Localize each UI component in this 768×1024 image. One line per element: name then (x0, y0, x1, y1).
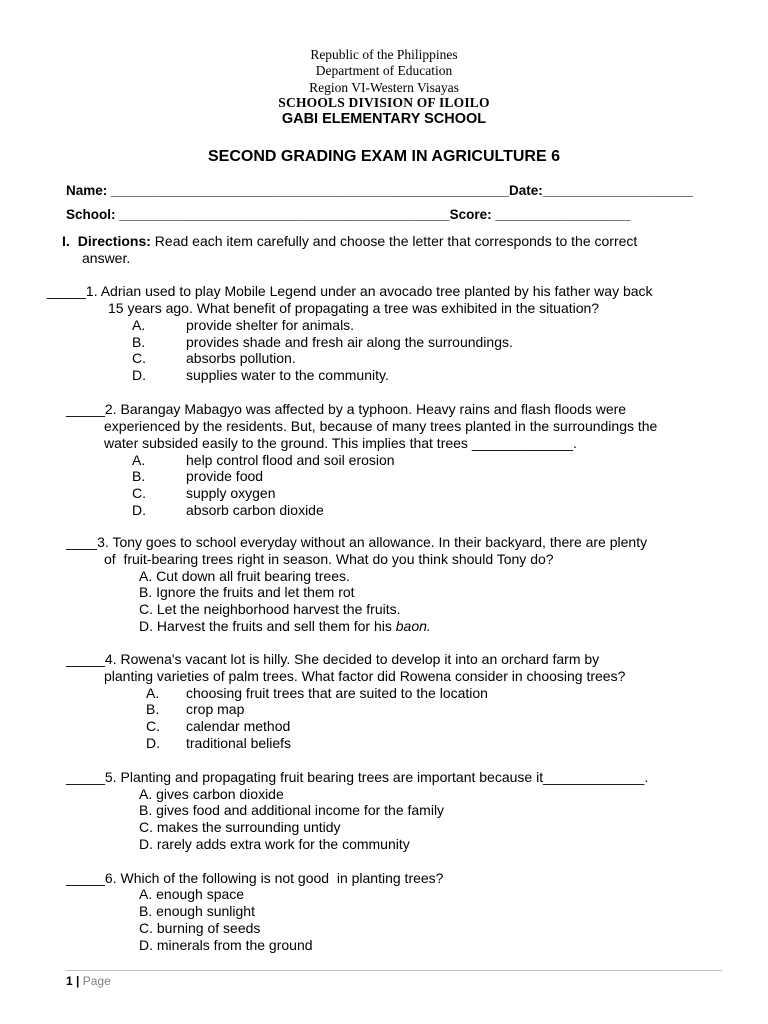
q3-option-c: C. Let the neighborhood harvest the fruits. (139, 601, 401, 617)
q2-option-c: supply oxygen (186, 485, 276, 501)
q4-option-a-letter: A. (146, 685, 160, 701)
question-4-line-1: _____4. Rowena's vacant lot is hilly. She decided to develop it into an orchard farm by (66, 651, 600, 667)
q1-option-c: absorbs pollution. (186, 350, 296, 366)
header-republic: Republic of the Philippines (310, 47, 458, 62)
q2-option-a-letter: A. (132, 452, 146, 468)
q5-option-c: C. makes the surrounding untidy (139, 819, 341, 835)
q2-option-b: provide food (186, 468, 264, 484)
q6-option-c: C. burning of seeds (139, 920, 261, 936)
q1-option-a-letter: A. (132, 317, 146, 333)
q2-option-b-letter: B. (132, 468, 146, 484)
question-6-line-1: _____6. Which of the following is not good in planting trees? (66, 870, 444, 886)
directions-text: Read each item carefully and choose the letter that corresponds to the correct (150, 233, 638, 249)
q3-option-d (139, 618, 431, 634)
question-2-line-3: water subsided easily to the ground. This implies that trees _____________. (104, 435, 577, 451)
q5-option-d: D. rarely adds extra work for the community (139, 836, 410, 852)
directions-text-cont: answer. (82, 250, 131, 266)
q6-option-b: B. enough sunlight (139, 903, 255, 919)
q6-option-d: D. minerals from the ground (139, 937, 313, 953)
q4-option-d: traditional beliefs (186, 735, 292, 751)
q4-option-d-letter: D. (146, 735, 160, 751)
q2-option-d: absorb carbon dioxide (186, 502, 324, 518)
directions-label: Directions: (77, 233, 151, 249)
q4-option-c-letter: C. (146, 718, 160, 734)
page-footer (66, 974, 111, 988)
question-2-line-2: experienced by the residents. But, because of many trees planted in the surroundings the (104, 418, 658, 434)
q1-option-c-letter: C. (132, 350, 146, 366)
question-2-line-1: _____2. Barangay Mabagyo was affected by a typhoon. Heavy rains and flash floods were (66, 401, 627, 417)
q1-option-d-letter: D. (132, 367, 146, 383)
q3-option-d-text: D. Harvest the fruits and sell them for his (139, 618, 396, 634)
q1-option-b-letter: B. (132, 334, 146, 350)
footer-divider (66, 970, 722, 971)
page-separator: | (76, 974, 80, 988)
school-score-field: School: ____________________________________________Score: __________________ (66, 207, 631, 222)
q3-option-d-italic: baon. (395, 618, 431, 634)
q5-option-b: B. gives food and additional income for the family (139, 802, 445, 818)
page-label: Page (82, 974, 111, 988)
question-4-line-2: planting varieties of palm trees. What factor did Rowena consider in choosing trees? (104, 668, 626, 684)
question-1-line-2: 15 years ago. What benefit of propagating a tree was exhibited in the situation? (108, 300, 600, 316)
q4-option-c: calendar method (186, 718, 291, 734)
q1-option-d: supplies water to the community. (186, 367, 389, 383)
header-school: GABI ELEMENTARY SCHOOL (281, 111, 487, 127)
name-date-field: Name: _____________________________________________________Date:____________________ (66, 183, 693, 198)
question-3-line-1: ____3. Tony goes to school everyday without an allowance. In their backyard, there are plenty (66, 534, 648, 550)
q5-option-a: A. gives carbon dioxide (139, 786, 284, 802)
q6-option-a: A. enough space (139, 886, 245, 902)
header-department: Department of Education (315, 63, 453, 78)
header-region: Region VI-Western Visayas (309, 80, 459, 95)
q4-option-b: crop map (186, 701, 245, 717)
question-5-line-1: _____5. Planting and propagating fruit bearing trees are important because it_____________. (66, 769, 649, 785)
question-1-line-1: _____1. Adrian used to play Mobile Legend under an avocado tree planted by his father way back (47, 283, 653, 299)
q2-option-d-letter: D. (132, 502, 146, 518)
q3-option-b: B. Ignore the fruits and let them rot (139, 584, 355, 600)
directions (62, 233, 637, 250)
q4-option-b-letter: B. (146, 701, 160, 717)
q1-option-a: provide shelter for animals. (186, 317, 355, 333)
q2-option-c-letter: C. (132, 485, 146, 501)
q4-option-a: choosing fruit trees that are suited to the location (186, 685, 488, 701)
header-division: SCHOOLS DIVISION OF ILOILO (278, 95, 490, 110)
exam-title: SECOND GRADING EXAM IN AGRICULTURE 6 (207, 148, 560, 165)
q2-option-a: help control flood and soil erosion (186, 452, 395, 468)
q3-option-a: A. Cut down all fruit bearing trees. (139, 568, 350, 584)
page-number: 1 (66, 974, 73, 988)
q1-option-b: provides shade and fresh air along the surroundings. (186, 334, 513, 350)
question-3-line-2: of fruit-bearing trees right in season. What do you think should Tony do? (104, 551, 554, 567)
directions-number: I. (62, 233, 70, 249)
